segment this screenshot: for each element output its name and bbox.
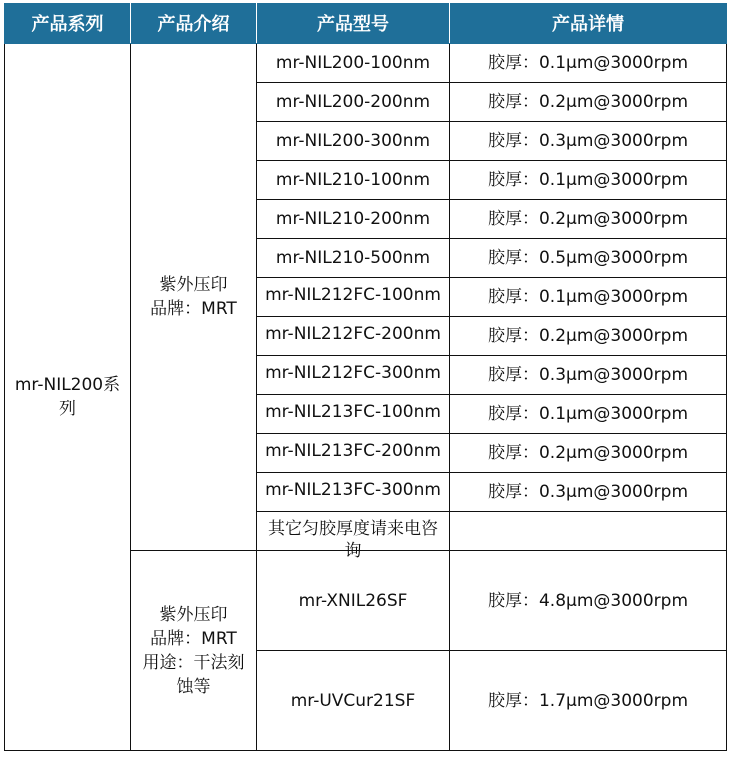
intro-line: 蚀等 bbox=[176, 676, 211, 697]
model-cell bbox=[257, 278, 450, 317]
model-cell: mr-NIL210-200nm bbox=[257, 200, 450, 239]
table-row bbox=[5, 44, 727, 83]
detail-cell bbox=[450, 512, 727, 551]
model-cell: mr-NIL200-200nm bbox=[257, 83, 450, 122]
series-name: mr-NIL200系列 bbox=[14, 375, 121, 419]
detail-cell: 胶厚：1.7μm@3000rpm bbox=[450, 651, 727, 751]
model-cell bbox=[257, 356, 450, 395]
product-table bbox=[4, 3, 727, 751]
model-cell bbox=[257, 473, 450, 512]
intro-line: 紫外压印 bbox=[159, 275, 228, 295]
model-text: mr-NIL213FC-300nm bbox=[265, 480, 441, 500]
intro-line: 品牌：MRT bbox=[150, 299, 237, 319]
intro-line: 紫外压印 bbox=[159, 604, 228, 625]
detail-cell: 胶厚：0.3μm@3000rpm bbox=[450, 473, 727, 512]
model-cell: mr-NIL210-100nm bbox=[257, 161, 450, 200]
model-text: mr-NIL212FC-200nm bbox=[265, 324, 441, 344]
model-text: mr-NIL213FC-100nm bbox=[265, 402, 441, 422]
model-cell: mr-XNIL26SF bbox=[257, 551, 450, 651]
detail-cell: 胶厚：0.1μm@3000rpm bbox=[450, 44, 727, 83]
series-cell bbox=[5, 44, 131, 751]
model-cell bbox=[257, 512, 450, 561]
detail-cell: 胶厚：0.5μm@3000rpm bbox=[450, 239, 727, 278]
model-cell: mr-NIL200-300nm bbox=[257, 122, 450, 161]
model-cell: mr-NIL200-100nm bbox=[257, 44, 450, 83]
intro-cell bbox=[131, 44, 257, 551]
detail-cell: 胶厚：0.2μm@3000rpm bbox=[450, 83, 727, 122]
detail-cell: 胶厚：4.8μm@3000rpm bbox=[450, 551, 727, 651]
detail-cell: 胶厚：0.3μm@3000rpm bbox=[450, 356, 727, 395]
model-cell bbox=[257, 317, 450, 356]
model-cell bbox=[257, 434, 450, 473]
intro-cell bbox=[131, 551, 257, 751]
model-cell: mr-NIL210-500nm bbox=[257, 239, 450, 278]
header-series: 产品系列 bbox=[5, 3, 131, 44]
model-text: mr-NIL212FC-300nm bbox=[265, 363, 441, 383]
detail-cell: 胶厚：0.2μm@3000rpm bbox=[450, 200, 727, 239]
intro-line: 品牌：MRT bbox=[150, 628, 237, 649]
detail-cell: 胶厚：0.2μm@3000rpm bbox=[450, 317, 727, 356]
model-text: 其它匀胶厚度请来电咨询 bbox=[268, 519, 438, 561]
detail-cell: 胶厚：0.1μm@3000rpm bbox=[450, 278, 727, 317]
model-text: mr-NIL213FC-200nm bbox=[265, 441, 441, 461]
detail-cell: 胶厚：0.1μm@3000rpm bbox=[450, 395, 727, 434]
header-row bbox=[5, 3, 727, 44]
detail-cell: 胶厚：0.1μm@3000rpm bbox=[450, 161, 727, 200]
detail-cell: 胶厚：0.3μm@3000rpm bbox=[450, 122, 727, 161]
header-model: 产品型号 bbox=[257, 3, 450, 44]
model-cell: mr-UVCur21SF bbox=[257, 651, 450, 751]
header-intro: 产品介绍 bbox=[131, 3, 257, 44]
model-text: mr-NIL212FC-100nm bbox=[265, 285, 441, 305]
header-detail: 产品详情 bbox=[450, 3, 727, 44]
intro-line: 用途：干法刻 bbox=[142, 652, 245, 673]
model-cell bbox=[257, 395, 450, 434]
detail-cell: 胶厚：0.2μm@3000rpm bbox=[450, 434, 727, 473]
